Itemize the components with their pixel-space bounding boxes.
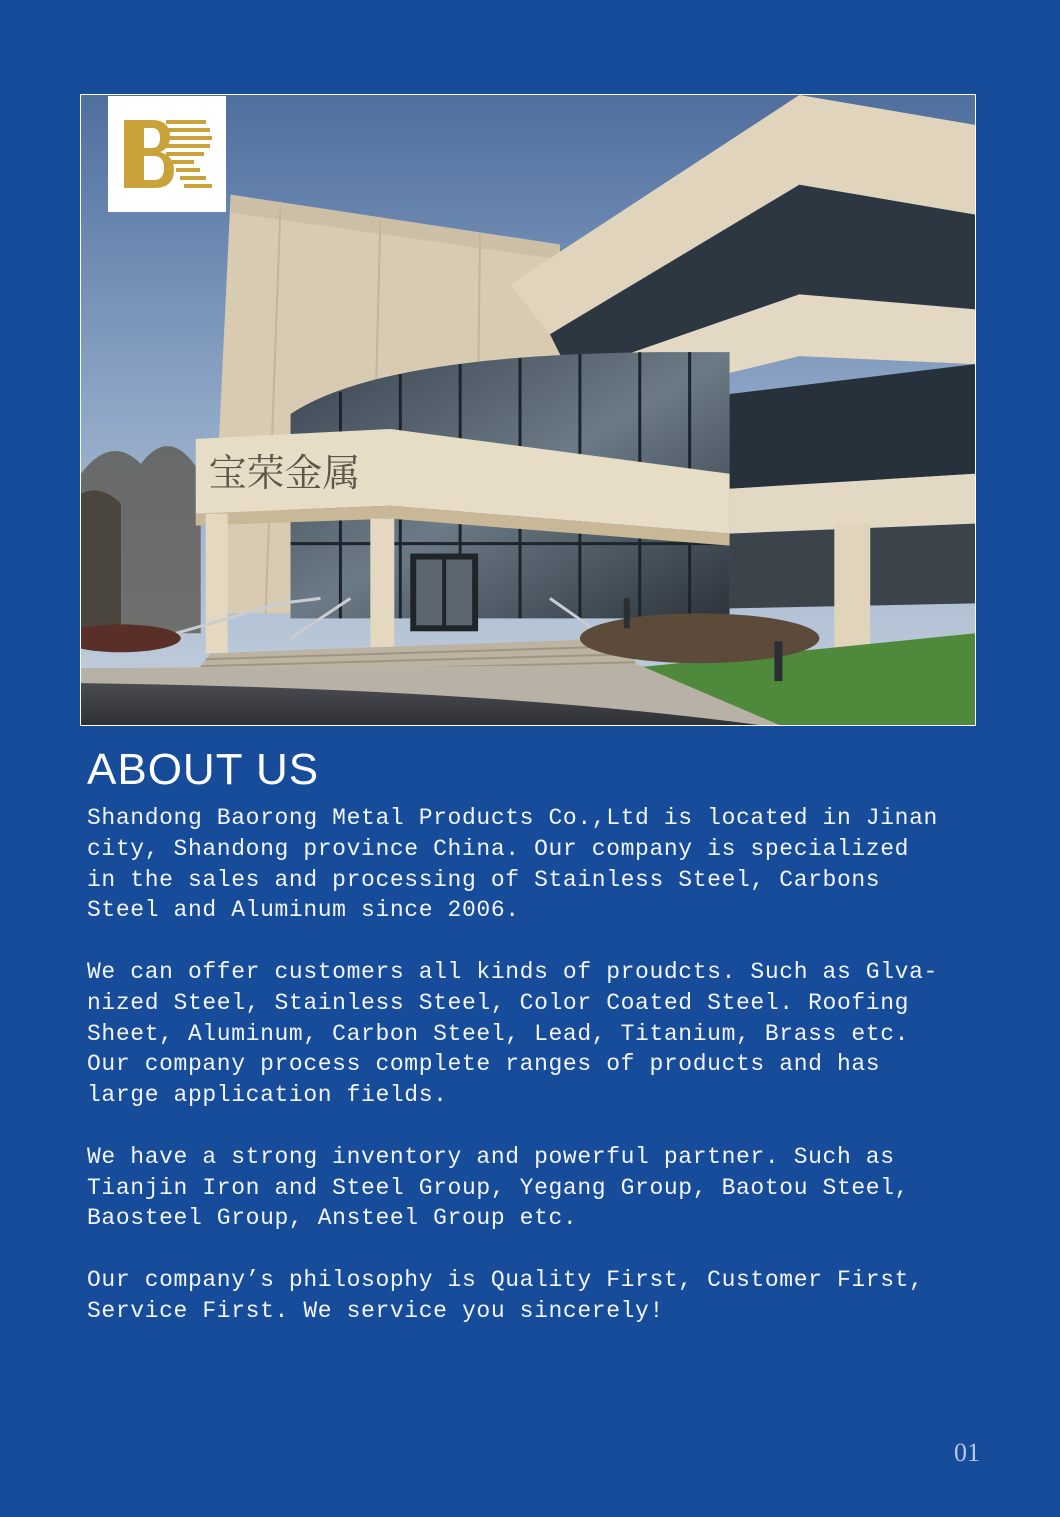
page-number: 01 [954,1438,980,1467]
about-paragraph: Shandong Baorong Metal Products Co.,Ltd is located in Jinan city, Shandong province China. Our company is specialized in the sales and processing of Stainless Steel, Carbons Steel and Aluminum since 2006. [87,805,938,924]
building-sign-text: 宝荣金属 [208,450,361,495]
about-paragraph: We have a strong inventory and powerful partner. Such as Tianjin Iron and Steel Group, Yegang Group, Baotou Steel, Baosteel Group, Ansteel Group etc. [87,1143,910,1232]
about-us-body [87,803,987,1357]
about-us-heading: ABOUT US [87,745,320,794]
about-paragraph: Our company’s philosophy is Quality First, Customer First, Service First. We service you sincerely! [87,1266,924,1324]
about-paragraph: We can offer customers all kinds of proudcts. Such as Glva- nized Steel, Stainless Steel, Color Coated Steel. Roofing Sheet, Aluminum, Carbon Steel, Lead, Titanium, Brass etc. Our company process complete ranges of products and has large application fields. [87,958,938,1109]
br-logo-icon [108,96,226,212]
company-logo [108,96,226,212]
